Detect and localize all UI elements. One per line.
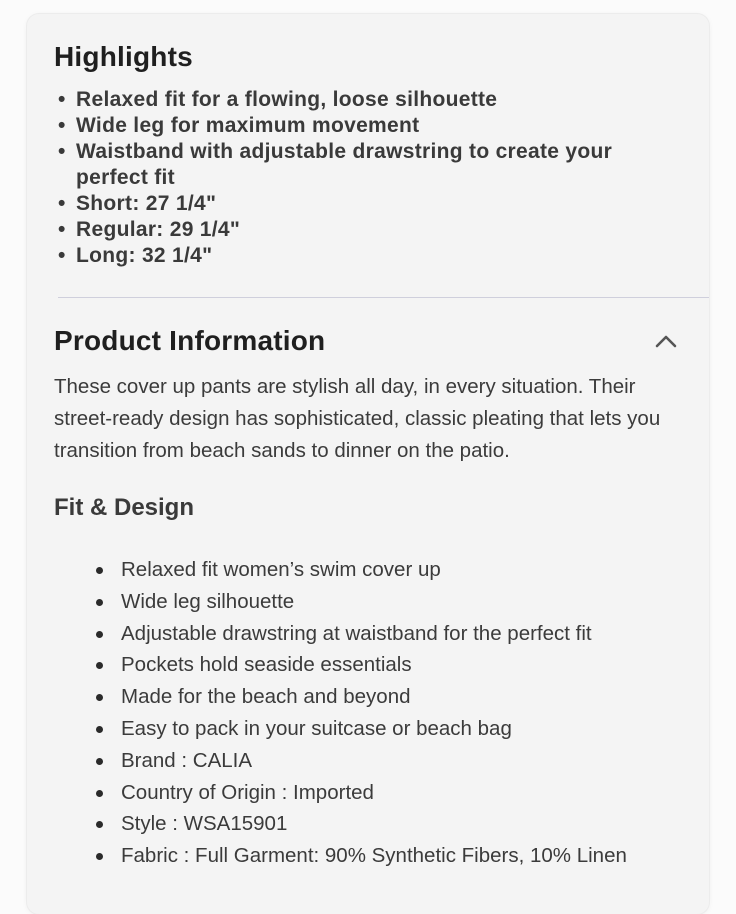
highlight-item: • Wide leg for maximum movement: [54, 113, 684, 139]
highlight-item: • Short: 27 1/4": [54, 191, 684, 217]
fit-design-item: Adjustable drawstring at waistband for the perfect fit: [94, 618, 694, 650]
product-details-card: [27, 14, 709, 914]
fit-design-item: Brand : CALIA: [94, 745, 694, 777]
highlight-item: • Waistband with adjustable drawstring to create your perfect fit: [54, 139, 684, 191]
fit-design-item: Pockets hold seaside essentials: [94, 649, 694, 681]
product-description: These cover up pants are stylish all day, in every situation. Their street-ready design has sophisticated, classic pleating that lets you transition from beach sands to dinner on the patio.: [54, 375, 661, 462]
highlight-item: • Relaxed fit for a flowing, loose silhouette: [54, 87, 684, 113]
highlight-item: • Regular: 29 1/4": [54, 217, 684, 243]
chevron-up-icon[interactable]: [654, 329, 678, 353]
fit-design-item: Wide leg silhouette: [94, 586, 694, 618]
fit-design-item: Fabric : Full Garment: 90% Synthetic Fibers, 10% Linen: [94, 840, 694, 872]
highlight-item: • Long: 32 1/4": [54, 243, 684, 269]
highlights-title: Highlights: [54, 41, 193, 72]
highlights-list: [54, 87, 684, 269]
product-information-title: Product Information: [54, 325, 326, 356]
fit-design-item: Style : WSA15901: [94, 808, 694, 840]
section-divider: [58, 297, 709, 298]
fit-design-item: Made for the beach and beyond: [94, 681, 694, 713]
product-information-toggle[interactable]: [54, 320, 678, 362]
fit-design-item: Relaxed fit women’s swim cover up: [94, 554, 694, 586]
fit-design-title: Fit & Design: [54, 494, 195, 521]
fit-design-item: Easy to pack in your suitcase or beach bag: [94, 713, 694, 745]
fit-design-list: [94, 554, 694, 872]
fit-design-item: Country of Origin : Imported: [94, 777, 694, 809]
